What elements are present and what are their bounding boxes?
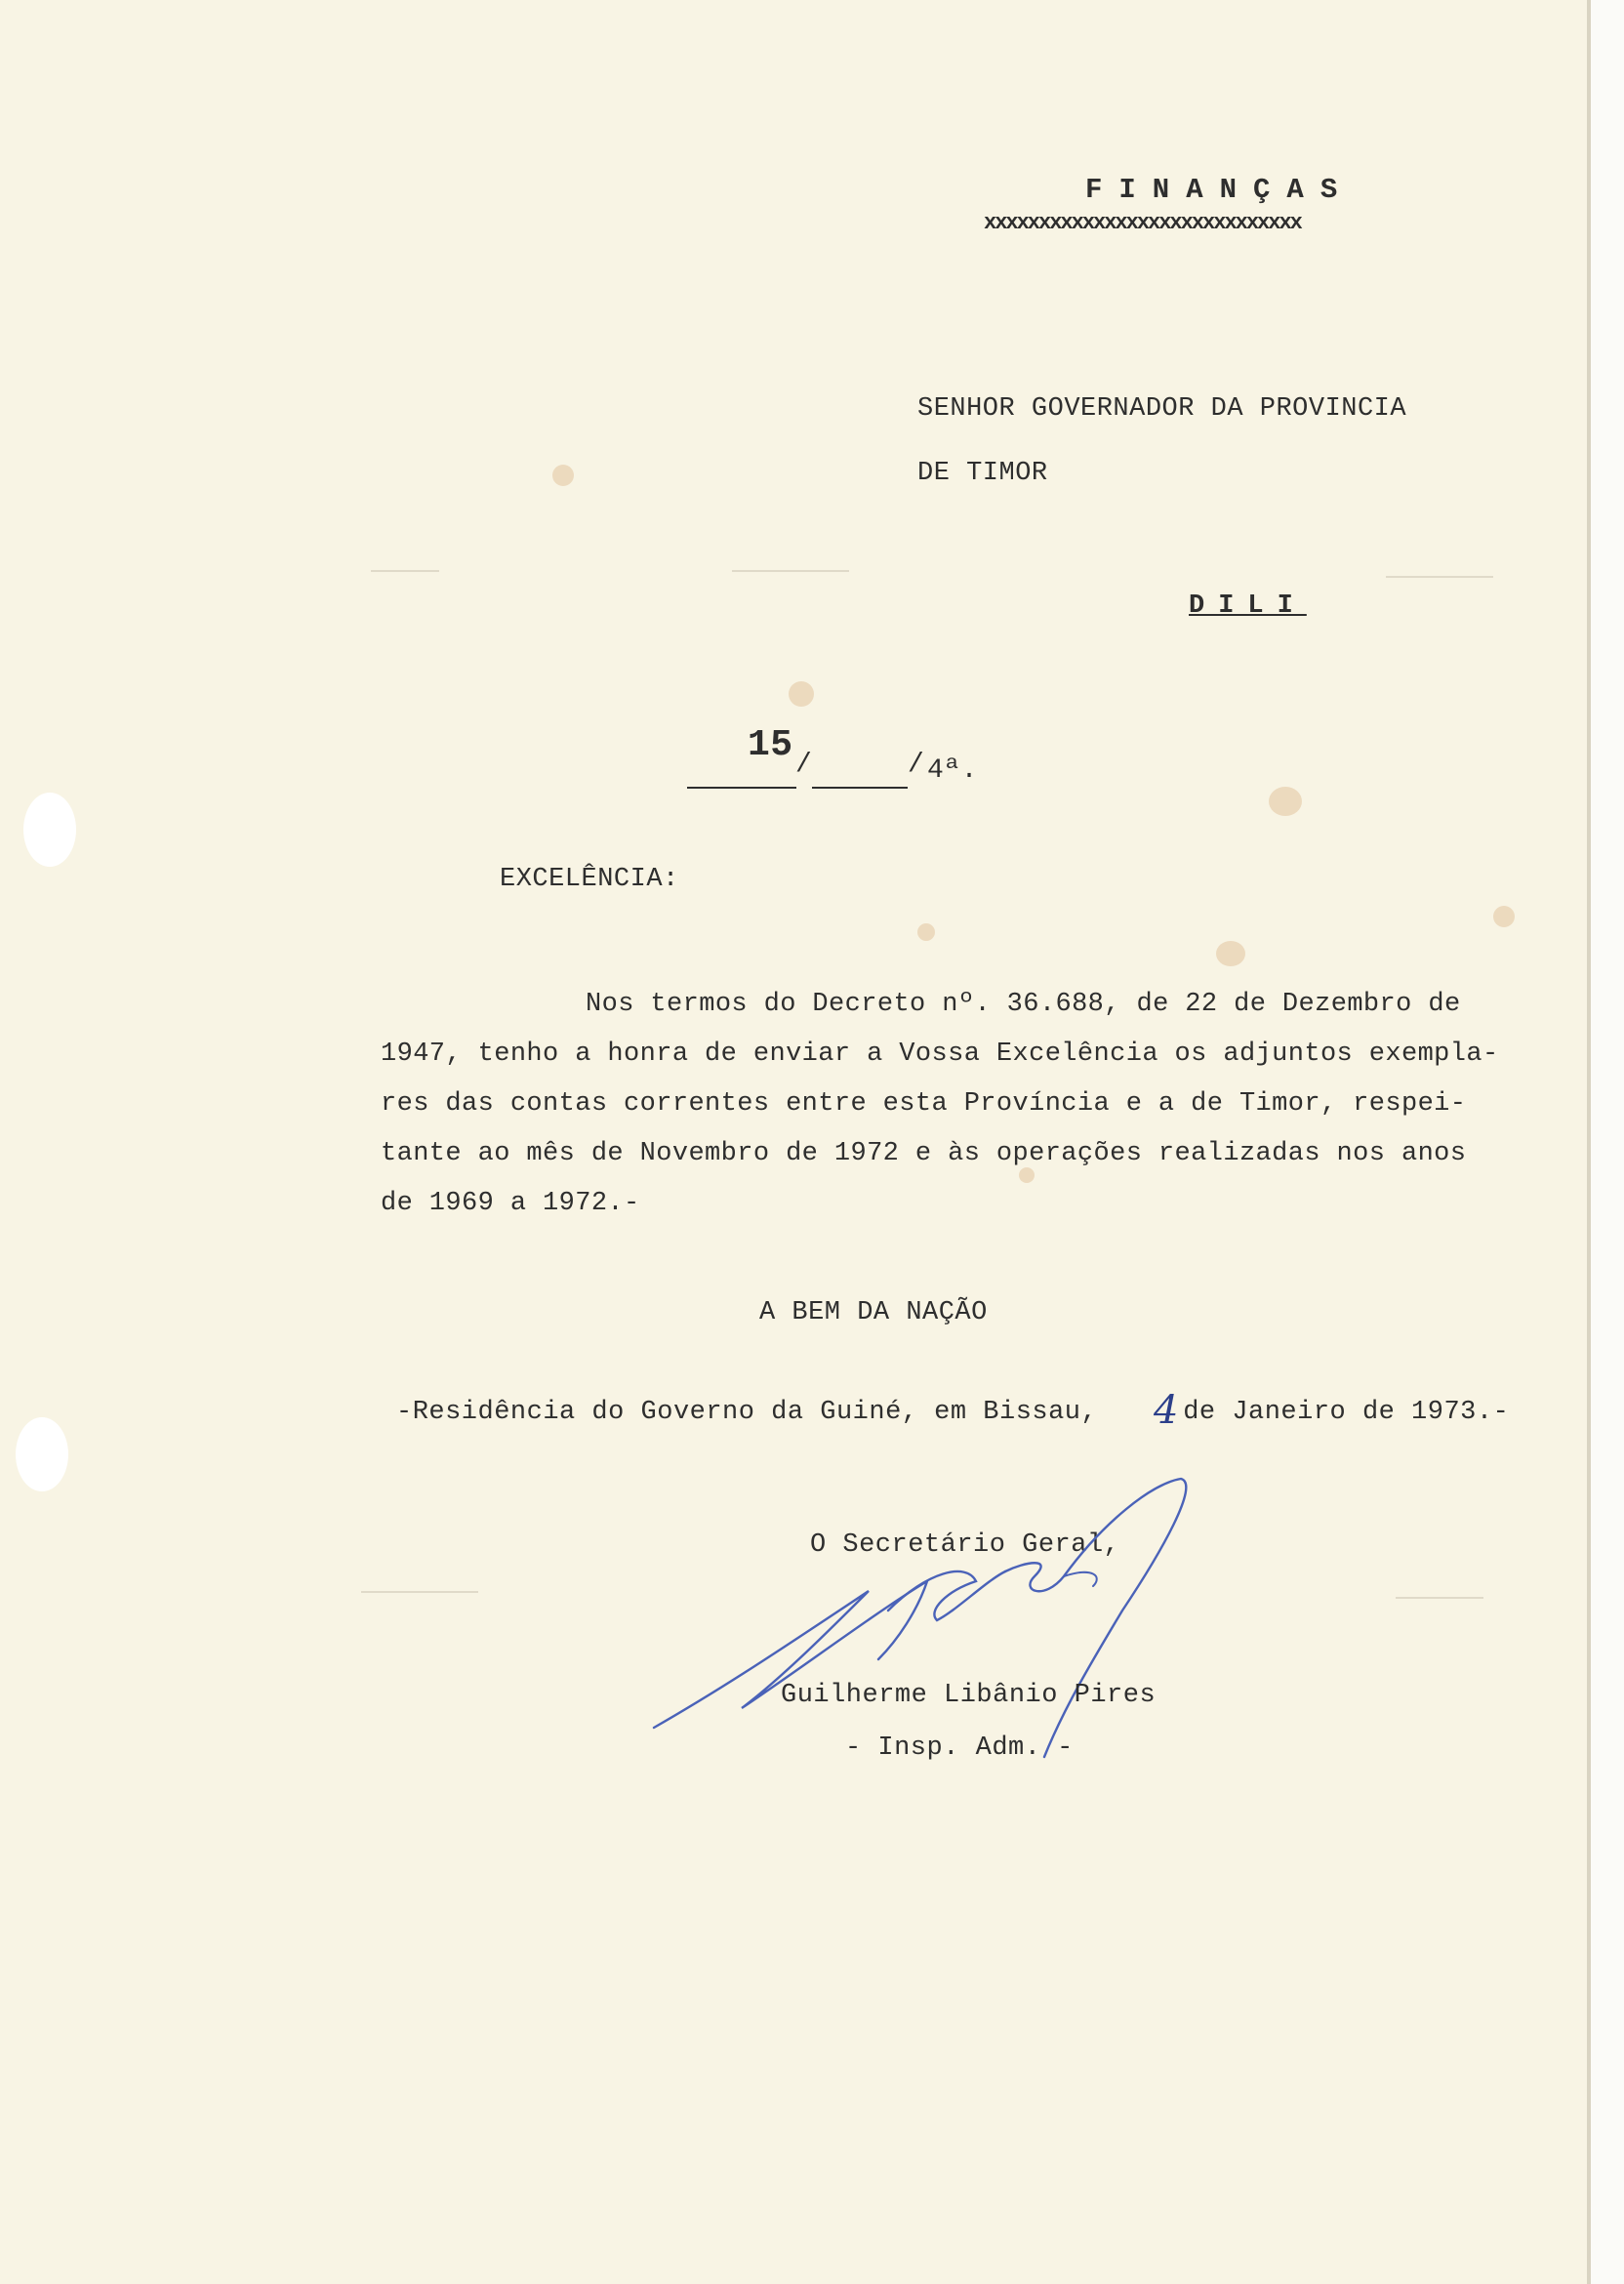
handwritten-signature xyxy=(634,1464,1259,1776)
closing-motto: A BEM DA NAÇÃO xyxy=(759,1298,988,1327)
addressee-line-1: SENHOR GOVERNADOR DA PROVINCIA xyxy=(917,394,1407,424)
reference-section: 4ª. xyxy=(927,755,978,786)
reference-blank-line xyxy=(812,787,908,789)
carbon-trace xyxy=(732,570,849,572)
body-paragraph xyxy=(381,980,1571,1229)
body-line: de 1969 a 1972.- xyxy=(381,1189,640,1218)
punch-hole xyxy=(16,1417,68,1491)
department-heading: FINANÇAS xyxy=(1085,174,1355,206)
body-line: 1947, tenho a honra de enviar a Vossa Excelência os adjuntos exempla- xyxy=(381,1040,1499,1069)
punch-hole xyxy=(23,793,76,867)
body-line: tante ao mês de Novembro de 1972 e às operações realizadas nos anos xyxy=(381,1139,1467,1168)
carbon-trace xyxy=(371,570,439,572)
reference-slash: / xyxy=(908,750,925,780)
dateline xyxy=(396,1398,1509,1427)
carbon-trace xyxy=(1396,1597,1483,1599)
reference-number: 15 xyxy=(748,724,793,766)
salutation: EXCELÊNCIA: xyxy=(500,865,679,894)
paper-stain xyxy=(917,923,935,941)
paper-stain xyxy=(1216,941,1245,966)
scan-margin xyxy=(1591,0,1624,2284)
carbon-trace xyxy=(361,1591,478,1593)
handwritten-day: 4 xyxy=(1154,1388,1179,1433)
paper-stain xyxy=(1269,787,1302,816)
signatory-title: O Secretário Geral, xyxy=(810,1530,1120,1560)
carbon-trace xyxy=(1386,576,1493,578)
body-line: res das contas correntes entre esta Província e a de Timor, respei- xyxy=(381,1089,1467,1119)
department-underline: xxxxxxxxxxxxxxxxxxxxxxxxxxxxx xyxy=(984,211,1301,235)
signatory-role: - Insp. Adm. - xyxy=(845,1733,1074,1763)
dateline-suffix: de Janeiro de 1973.- xyxy=(1183,1398,1510,1427)
paper-stain xyxy=(552,465,574,486)
reference-slash: / xyxy=(795,750,813,780)
paper-stain xyxy=(1493,906,1515,927)
paper-stain xyxy=(789,681,814,707)
addressee-city: DILI xyxy=(1189,591,1307,621)
reference-blank-line xyxy=(687,787,796,789)
addressee-line-2: DE TIMOR xyxy=(917,459,1048,488)
dateline-prefix: -Residência do Governo da Guiné, em Bissau, xyxy=(396,1398,1098,1427)
body-line: Nos termos do Decreto nº. 36.688, de 22 de Dezembro de xyxy=(586,990,1461,1019)
signatory-name: Guilherme Libânio Pires xyxy=(781,1681,1157,1710)
